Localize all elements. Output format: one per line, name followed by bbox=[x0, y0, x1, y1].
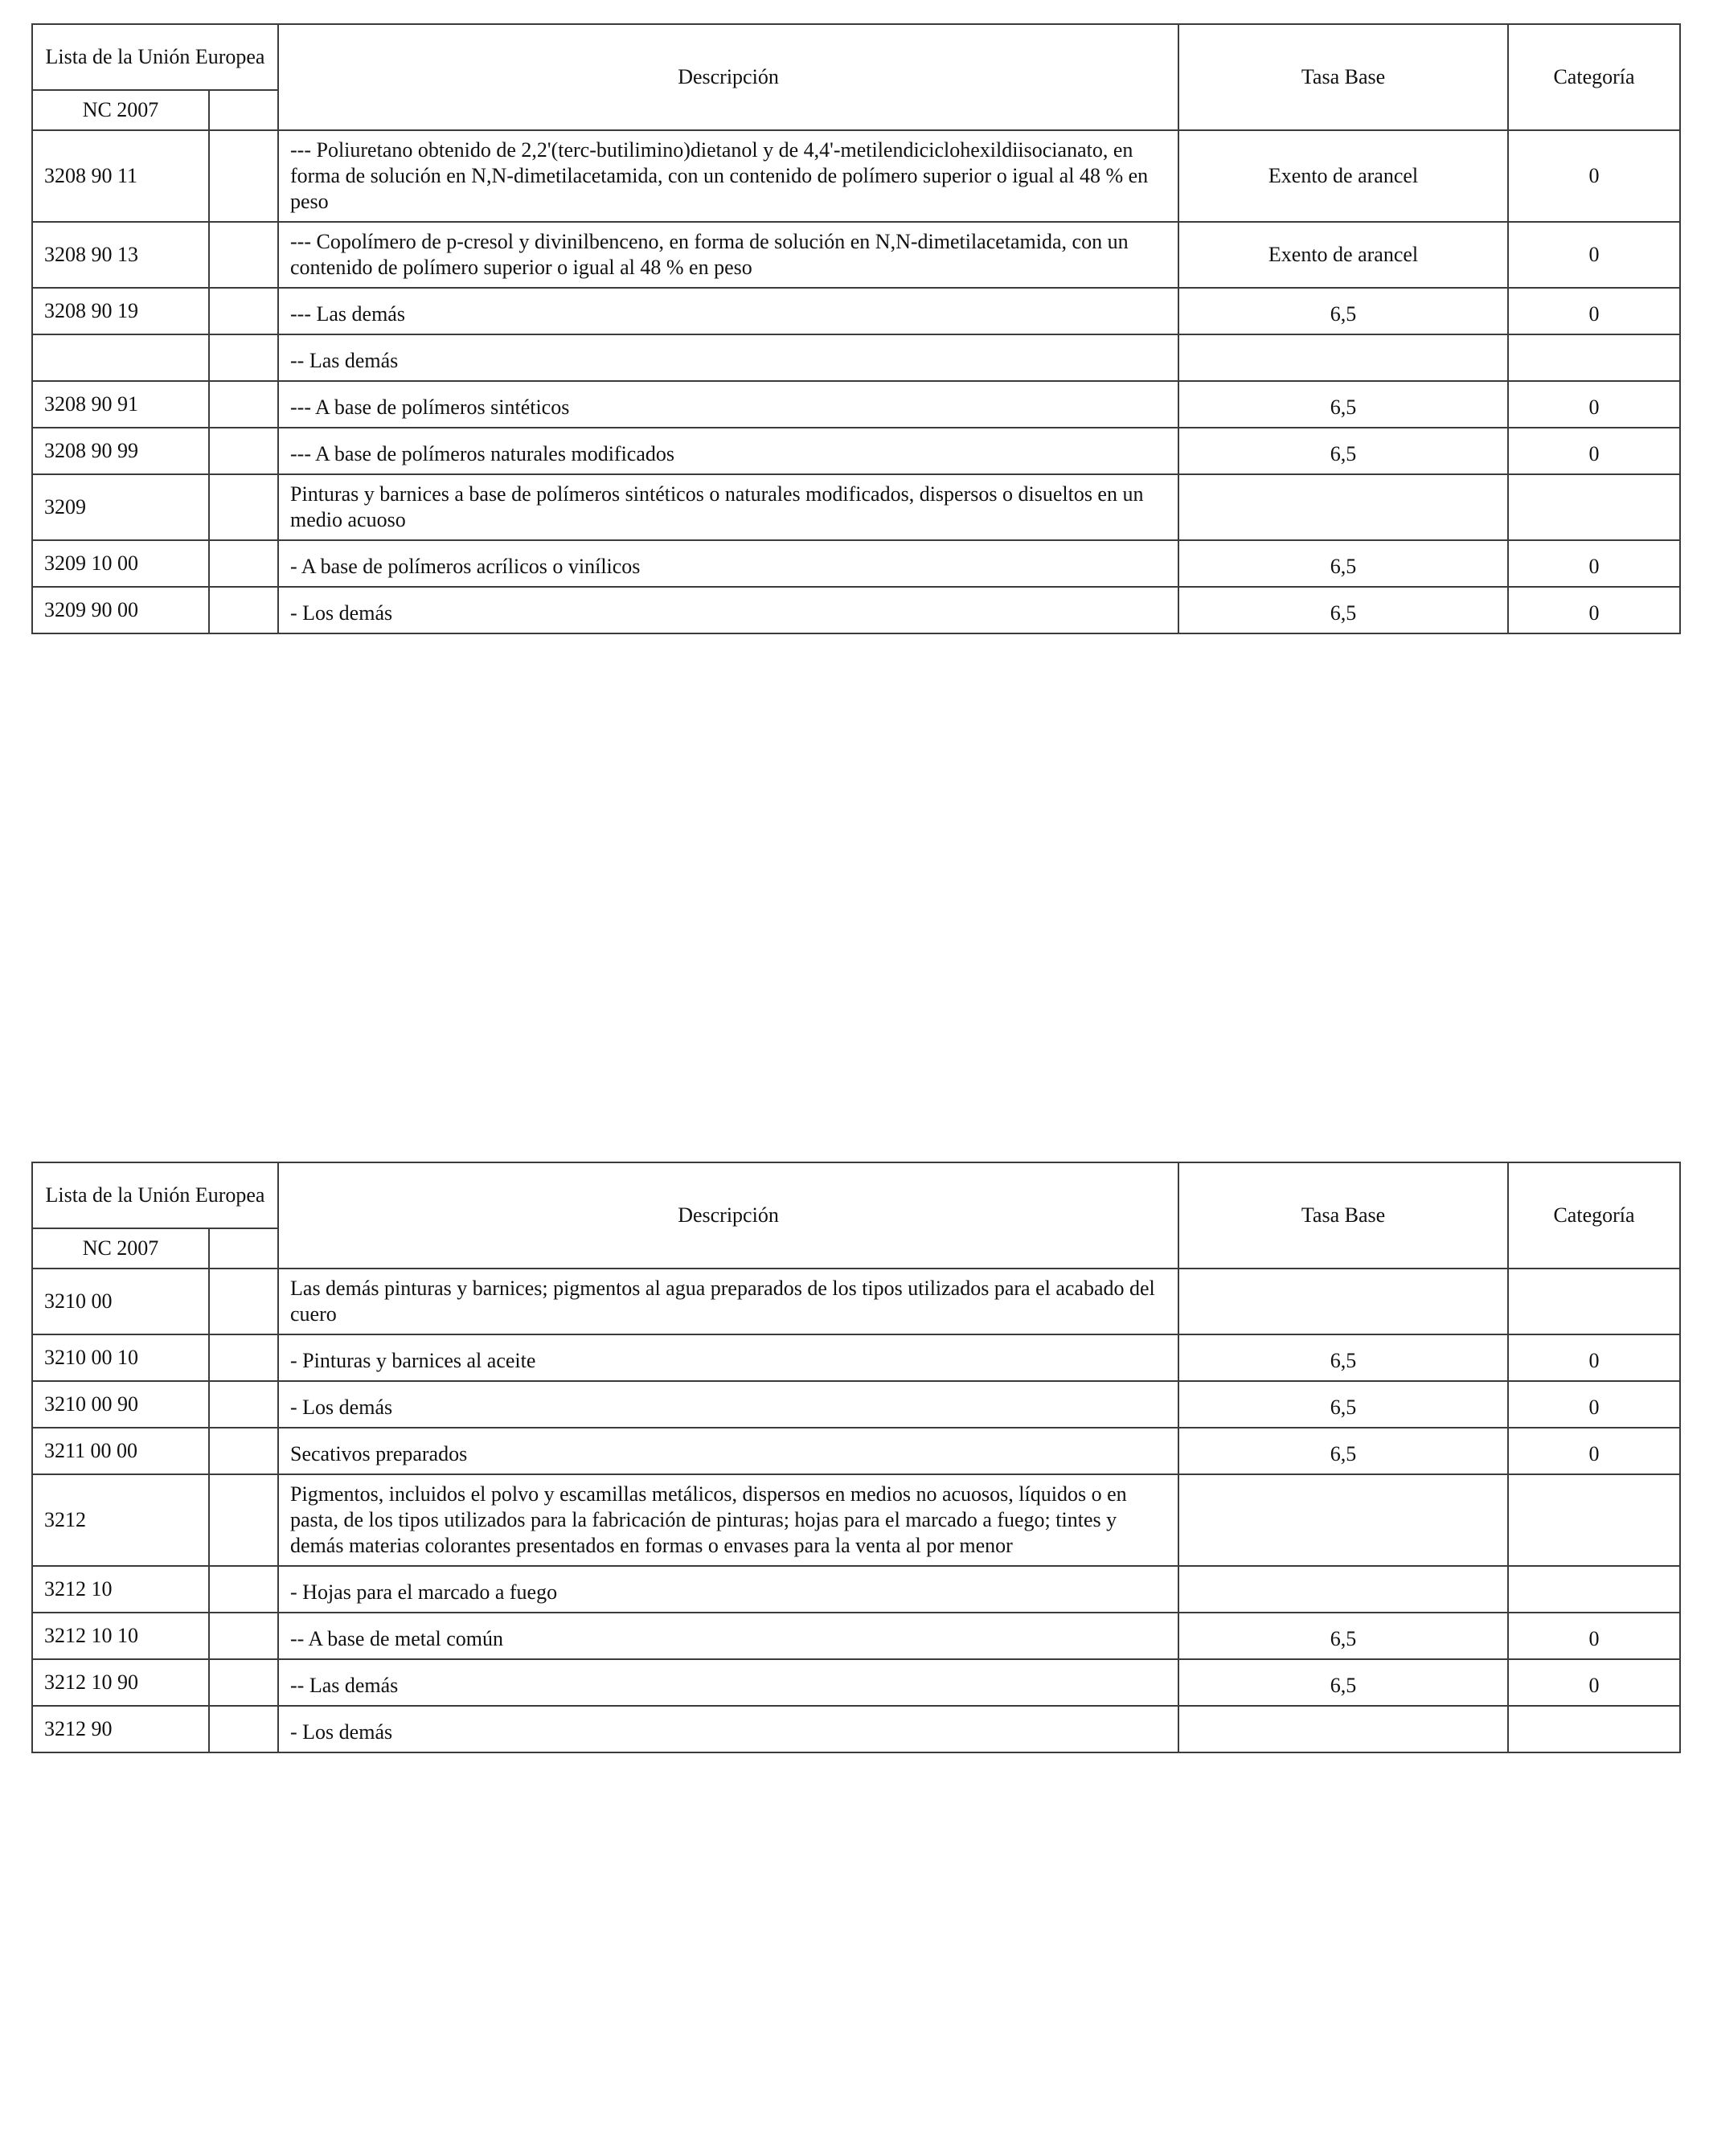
blank-cell bbox=[209, 130, 278, 222]
header-nc-2007: NC 2007 bbox=[32, 1228, 209, 1269]
nc-code-cell: 3208 90 19 bbox=[32, 288, 209, 334]
table-2-rows bbox=[32, 1269, 1680, 1752]
category-cell bbox=[1508, 1269, 1680, 1334]
description-cell: - Los demás bbox=[278, 1706, 1178, 1752]
description-cell: -- A base de metal común bbox=[278, 1613, 1178, 1659]
nc-code-cell: 3212 bbox=[32, 1474, 209, 1566]
category-cell: 0 bbox=[1508, 381, 1680, 428]
blank-cell bbox=[209, 1659, 278, 1706]
category-cell: 0 bbox=[1508, 222, 1680, 288]
nc-code-cell: 3212 10 90 bbox=[32, 1659, 209, 1706]
category-cell: 0 bbox=[1508, 587, 1680, 633]
category-cell bbox=[1508, 1474, 1680, 1566]
blank-cell bbox=[209, 1428, 278, 1474]
category-cell: 0 bbox=[1508, 428, 1680, 474]
base-rate-cell bbox=[1178, 1269, 1508, 1334]
base-rate-cell: 6,5 bbox=[1178, 1659, 1508, 1706]
category-cell bbox=[1508, 474, 1680, 540]
table-row bbox=[32, 1659, 1680, 1706]
nc-code-cell: 3210 00 90 bbox=[32, 1381, 209, 1428]
table-row bbox=[32, 222, 1680, 288]
nc-code-cell: 3208 90 99 bbox=[32, 428, 209, 474]
table-row bbox=[32, 130, 1680, 222]
header-category: Categoría bbox=[1508, 1162, 1680, 1269]
category-cell bbox=[1508, 1566, 1680, 1613]
description-cell: --- A base de polímeros sintéticos bbox=[278, 381, 1178, 428]
table-row bbox=[32, 1706, 1680, 1752]
base-rate-cell bbox=[1178, 1474, 1508, 1566]
table-2-body bbox=[32, 1162, 1680, 1269]
header-row bbox=[32, 1162, 1680, 1228]
description-cell: -- Las demás bbox=[278, 334, 1178, 381]
table-row bbox=[32, 474, 1680, 540]
header-nc-2007: NC 2007 bbox=[32, 90, 209, 130]
nc-code-cell bbox=[32, 334, 209, 381]
blank-cell bbox=[209, 1613, 278, 1659]
base-rate-cell: 6,5 bbox=[1178, 381, 1508, 428]
header-row bbox=[32, 24, 1680, 90]
table-row bbox=[32, 1428, 1680, 1474]
blank-cell bbox=[209, 381, 278, 428]
tariff-table-1 bbox=[31, 23, 1681, 634]
description-cell: Pigmentos, incluidos el polvo y escamillas metálicos, dispersos en medios no acuosos, líquidos o en pasta, de los tipos utilizados para la fabricación de pinturas; hojas para el marcado a fuego; tintes y demás materias colorantes presentados en formas o envases para la venta al por menor bbox=[278, 1474, 1178, 1566]
header-blank-cell bbox=[209, 1228, 278, 1269]
nc-code-cell: 3209 90 00 bbox=[32, 587, 209, 633]
table-1-body bbox=[32, 24, 1680, 130]
nc-code-cell: 3209 10 00 bbox=[32, 540, 209, 587]
base-rate-cell: 6,5 bbox=[1178, 587, 1508, 633]
blank-cell bbox=[209, 222, 278, 288]
description-cell: Secativos preparados bbox=[278, 1428, 1178, 1474]
category-cell: 0 bbox=[1508, 1381, 1680, 1428]
blank-cell bbox=[209, 474, 278, 540]
category-cell: 0 bbox=[1508, 1659, 1680, 1706]
header-base-rate: Tasa Base bbox=[1178, 1162, 1508, 1269]
nc-code-cell: 3208 90 13 bbox=[32, 222, 209, 288]
blank-cell bbox=[209, 1381, 278, 1428]
nc-code-cell: 3212 10 10 bbox=[32, 1613, 209, 1659]
header-description: Descripción bbox=[278, 24, 1178, 130]
blank-cell bbox=[209, 428, 278, 474]
base-rate-cell: Exento de arancel bbox=[1178, 130, 1508, 222]
nc-code-cell: 3212 10 bbox=[32, 1566, 209, 1613]
blank-cell bbox=[209, 288, 278, 334]
nc-code-cell: 3210 00 bbox=[32, 1269, 209, 1334]
blank-cell bbox=[209, 1334, 278, 1381]
blank-cell bbox=[209, 587, 278, 633]
table-row bbox=[32, 1269, 1680, 1334]
category-cell: 0 bbox=[1508, 1428, 1680, 1474]
nc-code-cell: 3208 90 91 bbox=[32, 381, 209, 428]
header-eu-list: Lista de la Unión Europea bbox=[32, 24, 278, 90]
category-cell: 0 bbox=[1508, 1613, 1680, 1659]
nc-code-cell: 3209 bbox=[32, 474, 209, 540]
base-rate-cell: 6,5 bbox=[1178, 288, 1508, 334]
table-row bbox=[32, 288, 1680, 334]
description-cell: --- Copolímero de p-cresol y divinilbenceno, en forma de solución en N,N-dimetilacetamida, con un contenido de polímero superior o igual al 48 % en peso bbox=[278, 222, 1178, 288]
category-cell: 0 bbox=[1508, 1334, 1680, 1381]
base-rate-cell: 6,5 bbox=[1178, 1428, 1508, 1474]
table-row bbox=[32, 1474, 1680, 1566]
nc-code-cell: 3212 90 bbox=[32, 1706, 209, 1752]
blank-cell bbox=[209, 1706, 278, 1752]
header-base-rate: Tasa Base bbox=[1178, 24, 1508, 130]
base-rate-cell bbox=[1178, 474, 1508, 540]
category-cell bbox=[1508, 334, 1680, 381]
blank-cell bbox=[209, 334, 278, 381]
description-cell: - Los demás bbox=[278, 1381, 1178, 1428]
description-cell: -- Las demás bbox=[278, 1659, 1178, 1706]
blank-cell bbox=[209, 1474, 278, 1566]
base-rate-cell: 6,5 bbox=[1178, 428, 1508, 474]
nc-code-cell: 3210 00 10 bbox=[32, 1334, 209, 1381]
description-cell: --- Poliuretano obtenido de 2,2'(terc-butilimino)dietanol y de 4,4'-metilendiciclohexildiisocianato, en forma de solución en N,N-dimetilacetamida, con un contenido de polímero superior o igual al 48 % en peso bbox=[278, 130, 1178, 222]
base-rate-cell: Exento de arancel bbox=[1178, 222, 1508, 288]
description-cell: - Pinturas y barnices al aceite bbox=[278, 1334, 1178, 1381]
table-row bbox=[32, 1381, 1680, 1428]
base-rate-cell bbox=[1178, 1566, 1508, 1613]
description-cell: Las demás pinturas y barnices; pigmentos al agua preparados de los tipos utilizados para el acabado del cuero bbox=[278, 1269, 1178, 1334]
description-cell: - Los demás bbox=[278, 587, 1178, 633]
base-rate-cell bbox=[1178, 334, 1508, 381]
base-rate-cell: 6,5 bbox=[1178, 1613, 1508, 1659]
description-cell: --- A base de polímeros naturales modificados bbox=[278, 428, 1178, 474]
nc-code-cell: 3211 00 00 bbox=[32, 1428, 209, 1474]
description-cell: Pinturas y barnices a base de polímeros sintéticos o naturales modificados, dispersos o disueltos en un medio acuoso bbox=[278, 474, 1178, 540]
base-rate-cell: 6,5 bbox=[1178, 1381, 1508, 1428]
table-row bbox=[32, 587, 1680, 633]
table-1-rows bbox=[32, 130, 1680, 633]
header-blank-cell bbox=[209, 90, 278, 130]
base-rate-cell: 6,5 bbox=[1178, 1334, 1508, 1381]
header-category: Categoría bbox=[1508, 24, 1680, 130]
category-cell: 0 bbox=[1508, 540, 1680, 587]
table-row bbox=[32, 334, 1680, 381]
table-row bbox=[32, 1566, 1680, 1613]
table-row bbox=[32, 381, 1680, 428]
category-cell: 0 bbox=[1508, 288, 1680, 334]
tariff-table-2 bbox=[31, 1162, 1681, 1753]
table-row bbox=[32, 1334, 1680, 1381]
table-row bbox=[32, 428, 1680, 474]
header-eu-list: Lista de la Unión Europea bbox=[32, 1162, 278, 1228]
table-row bbox=[32, 540, 1680, 587]
category-cell bbox=[1508, 1706, 1680, 1752]
blank-cell bbox=[209, 540, 278, 587]
table-row bbox=[32, 1613, 1680, 1659]
description-cell: - Hojas para el marcado a fuego bbox=[278, 1566, 1178, 1613]
nc-code-cell: 3208 90 11 bbox=[32, 130, 209, 222]
blank-cell bbox=[209, 1566, 278, 1613]
description-cell: --- Las demás bbox=[278, 288, 1178, 334]
blank-cell bbox=[209, 1269, 278, 1334]
base-rate-cell: 6,5 bbox=[1178, 540, 1508, 587]
category-cell: 0 bbox=[1508, 130, 1680, 222]
header-description: Descripción bbox=[278, 1162, 1178, 1269]
base-rate-cell bbox=[1178, 1706, 1508, 1752]
description-cell: - A base de polímeros acrílicos o vinílicos bbox=[278, 540, 1178, 587]
